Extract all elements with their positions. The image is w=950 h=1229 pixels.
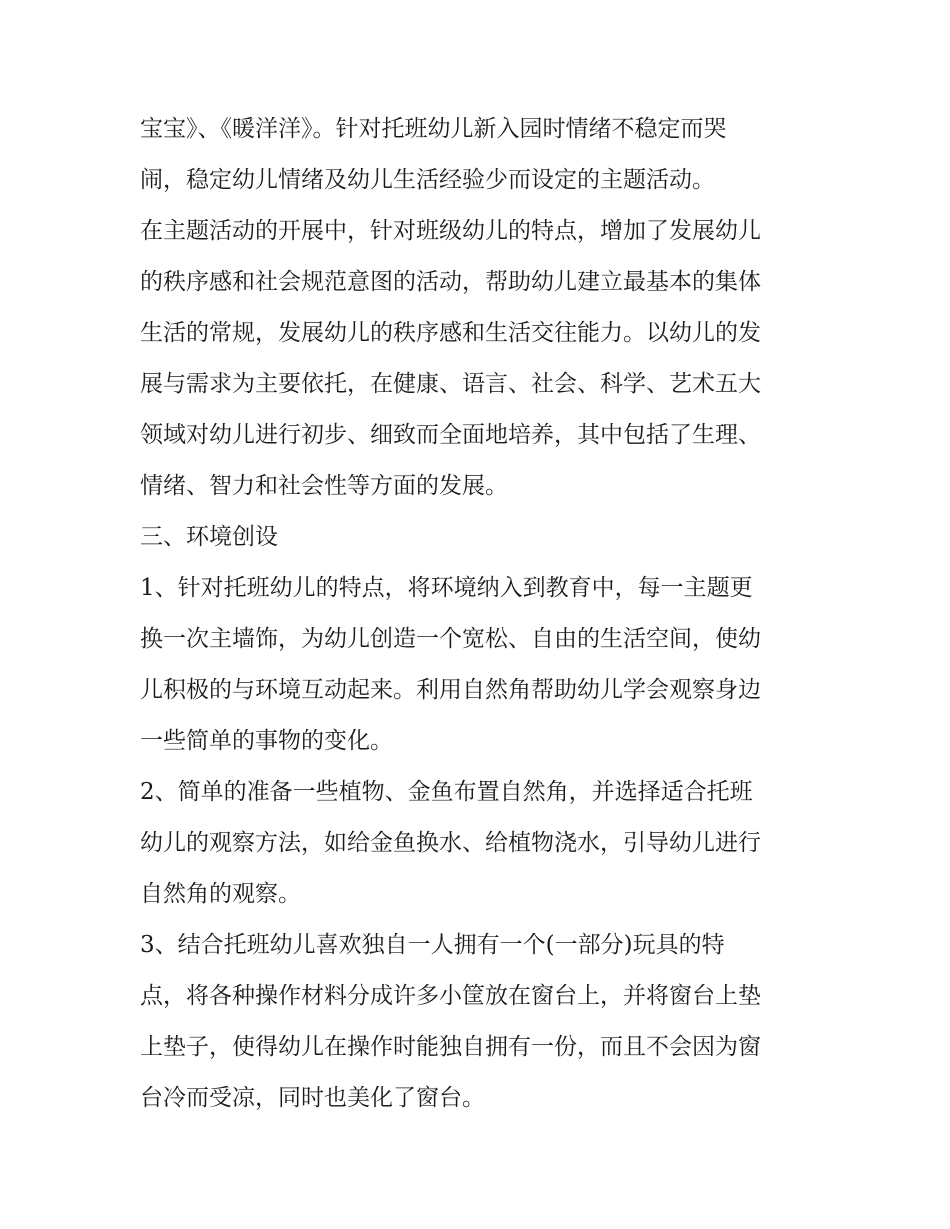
text-line: 自然角的观察。: [140, 881, 301, 907]
text-line: 点，将各种操作材料分成许多小筐放在窗台上，并将窗台上垫: [140, 983, 761, 1009]
text-line: 上垫子，使得幼儿在操作时能独自拥有一份，而且不会因为窗: [140, 1034, 761, 1060]
text-line: 2、简单的准备一些植物、金鱼布置自然角，并选择适合托班: [140, 779, 753, 805]
text-line: 生活的常规，发展幼儿的秩序感和生活交往能力。以幼儿的发: [140, 320, 761, 346]
text-line: 台冷而受凉，同时也美化了窗台。: [140, 1085, 485, 1111]
text-line: 宝宝》、《暖洋洋》。针对托班幼儿新入园时情绪不稳定而哭: [140, 116, 727, 142]
text-line: 展与需求为主要依托，在健康、语言、社会、科学、艺术五大: [140, 371, 761, 397]
text-line: 换一次主墙饰，为幼儿创造一个宽松、自由的生活空间，使幼: [140, 626, 761, 652]
text-line: 情绪、智力和社会性等方面的发展。: [140, 473, 508, 499]
text-line: 儿积极的与环境互动起来。利用自然角帮助幼儿学会观察身边: [140, 677, 761, 703]
text-line: 幼儿的观察方法，如给金鱼换水、给植物浇水，引导幼儿进行: [140, 830, 761, 856]
text-line: 1、针对托班幼儿的特点，将环境纳入到教育中，每一主题更: [140, 575, 753, 601]
text-line: 一些简单的事物的变化。: [140, 728, 393, 754]
section-heading: 三、环境创设: [140, 524, 278, 550]
document-body: [140, 104, 812, 1124]
text-line: 的秩序感和社会规范意图的活动，帮助幼儿建立最基本的集体: [140, 269, 761, 295]
text-line: 领域对幼儿进行初步、细致而全面地培养，其中包括了生理、: [140, 422, 761, 448]
text-line: 在主题活动的开展中，针对班级幼儿的特点，增加了发展幼儿: [140, 218, 761, 244]
text-line: 闹，稳定幼儿情绪及幼儿生活经验少而设定的主题活动。: [140, 167, 715, 193]
text-line: 3、结合托班幼儿喜欢独自一人拥有一个(一部分)玩具的特: [140, 932, 725, 958]
